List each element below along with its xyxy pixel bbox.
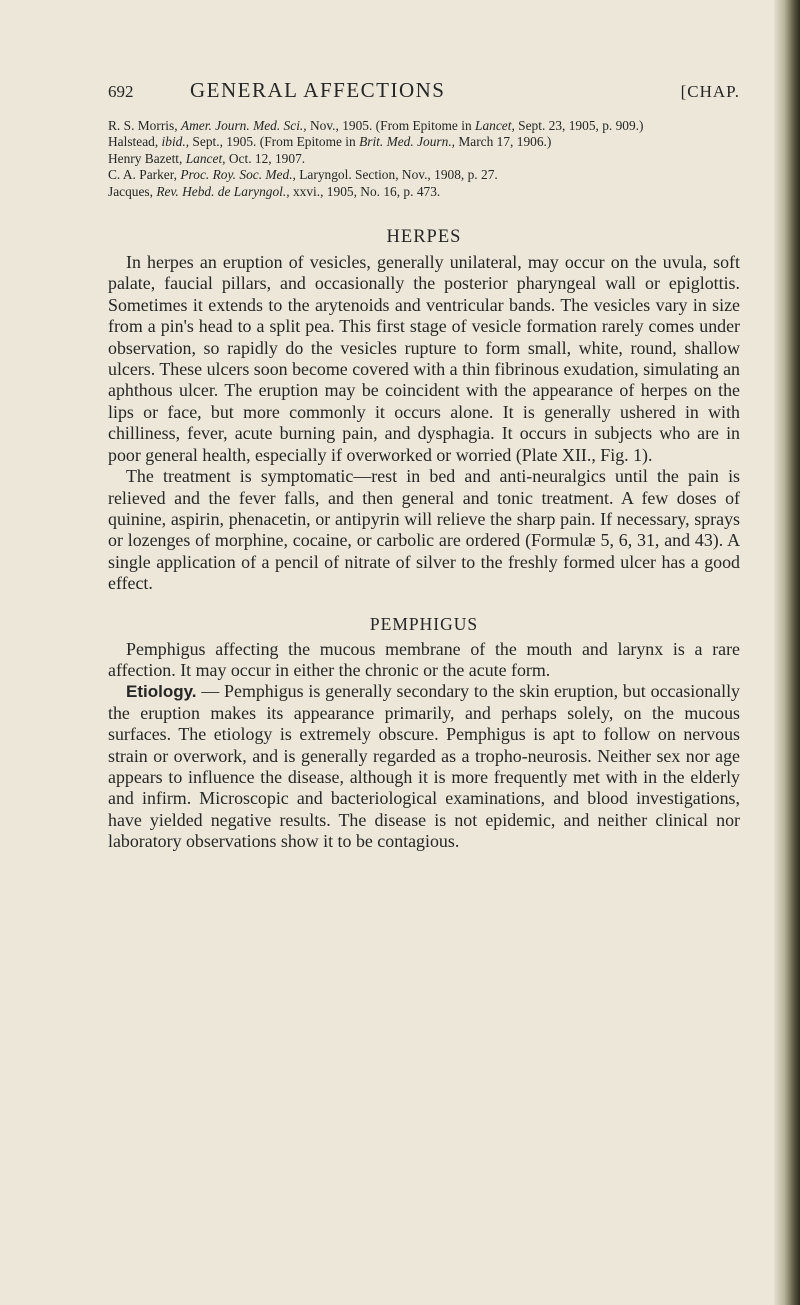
herpes-paragraph-1: In herpes an eruption of vesicles, generally unilateral, may occur on the uvula, soft palate, faucial pillars, and occasionally the posterior pharyngeal wall or epiglottis. Sometimes it extends to the arytenoids and ventricular bands. The vesicles vary in size from a pin's head to a split pea. This first stage of vesicle formation rarely comes under observation, so rapidly do the vesicles rupture to form small, white, round, shallow ulcers. These ulcers soon become covered with a thin fibrinous exudation, simulating an aphthous ulcer. The eruption may be coincident with the appearance of herpes on the lips or face, but more commonly it occurs alone. It is generally ushered in with chilliness, fever, acute burning pain, and dysphagia. It occurs in subjects who are in poor general health, especially if overworked or worried (Plate XII., Fig. 1).	[108, 252, 740, 465]
chapter-marker: [CHAP.	[680, 82, 740, 101]
reference-item: R. S. Morris, Amer. Journ. Med. Sci., Nov., 1905. (From Epitome in Lancet, Sept. 23, 1905, p. 909.)	[108, 118, 644, 133]
reference-list	[108, 118, 740, 200]
page-number: 692	[108, 82, 134, 101]
etiology-text: — Pemphigus is generally secondary to the skin eruption, but occasionally the eruption makes its appearance primarily, and perhaps solely, on the mucous surfaces. The etiology is extremely obscure. Pemphigus is apt to follow on nervous strain or overwork, and is generally regarded as a tropho-neurosis. Neither sex nor age appears to influence the disease, although it is more frequently met with in the elderly and infirm. Microscopic and bacteriological examinations, and blood investigations, have yielded negative results. The disease is not epidemic, and neither clinical nor laboratory observations show it to be contagious.	[108, 681, 740, 852]
pemphigus-paragraph-1: Pemphigus affecting the mucous membrane of the mouth and larynx is a rare affection. It may occur in either the chronic or the acute form.	[108, 638, 740, 680]
section-heading-herpes: HERPES	[386, 227, 462, 248]
reference-item: Halstead, ibid., Sept., 1905. (From Epitome in Brit. Med. Journ., March 17, 1906.)	[108, 134, 552, 150]
reference-item: Jacques, Rev. Hebd. de Laryngol., xxvi., 1905, No. 16, p. 473.	[108, 183, 441, 199]
book-binding-edge	[774, 0, 800, 1305]
herpes-paragraph-2: The treatment is symptomatic—rest in bed and anti-neuralgics until the pain is relieved and the fever falls, and then general and tonic treatment. A few doses of quinine, aspirin, phenacetin, or antipyrin will relieve the sharp pain. If necessary, sprays or lozenges of morphine, cocaine, or carbolic are ordered (Formulæ 5, 6, 31, and 43). A single application of a pencil of nitrate of silver to the freshly formed ulcer has a good effect.	[108, 466, 740, 594]
running-head	[108, 78, 740, 108]
reference-item: Henry Bazett, Lancet, Oct. 12, 1907.	[108, 150, 306, 166]
running-title: GENERAL AFFECTIONS	[190, 78, 446, 102]
section-heading-pemphigus: PEMPHIGUS	[369, 613, 479, 634]
reference-item: C. A. Parker, Proc. Roy. Soc. Med., Laryngol. Section, Nov., 1908, p. 27.	[108, 167, 498, 183]
pemphigus-etiology-paragraph	[108, 681, 740, 852]
etiology-label: Etiology.	[126, 682, 197, 702]
book-page	[108, 78, 740, 853]
